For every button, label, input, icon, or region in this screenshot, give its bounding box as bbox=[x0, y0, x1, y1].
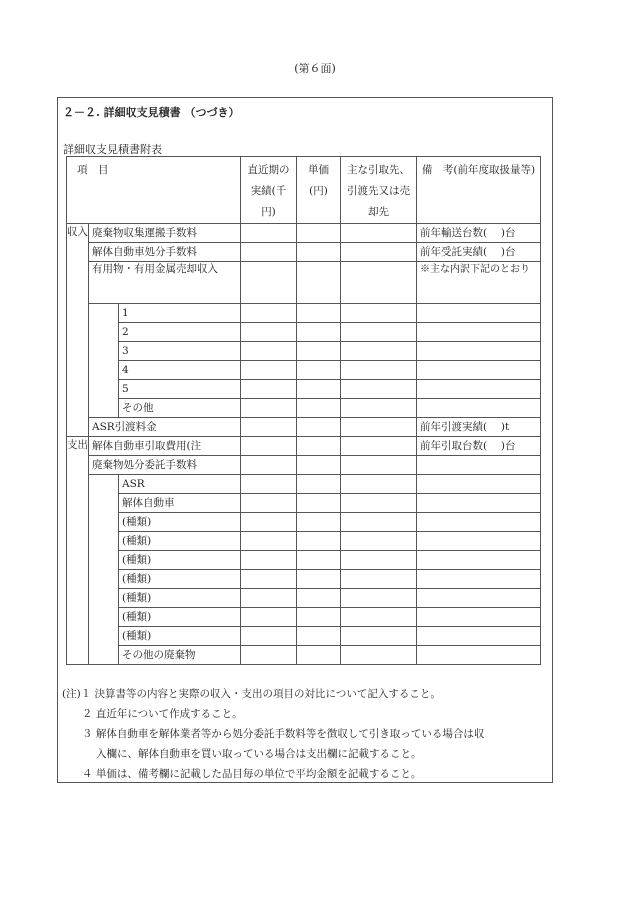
note-1: (注)１ 決算書等の内容と実際の収入・支出の項目の対比について記入すること。 bbox=[62, 688, 441, 700]
cell bbox=[341, 418, 417, 437]
cell bbox=[297, 399, 341, 418]
cell bbox=[241, 513, 297, 532]
document-frame bbox=[57, 97, 553, 783]
cell bbox=[297, 224, 341, 243]
cell bbox=[241, 323, 297, 342]
cell bbox=[297, 304, 341, 323]
table-row bbox=[67, 646, 541, 665]
sub-item: 4 bbox=[119, 361, 241, 380]
sub-item: 2 bbox=[119, 323, 241, 342]
note-4: ４ 単価は、備考欄に記載した品目毎の単位で平均金額を記載すること。 bbox=[82, 768, 422, 780]
header-remarks: 備 考(前年度取扱量等) bbox=[417, 157, 541, 224]
cell bbox=[341, 304, 417, 323]
sub-item: (種類) bbox=[119, 627, 241, 646]
row-remark: 前年引取台数( )台 bbox=[417, 437, 541, 456]
cell bbox=[341, 551, 417, 570]
cell bbox=[341, 323, 417, 342]
row-item: 解体自動車引取費用(注 bbox=[89, 437, 241, 456]
cell bbox=[241, 418, 297, 437]
cell bbox=[417, 627, 541, 646]
sub-item: ASR bbox=[119, 475, 241, 494]
cell bbox=[341, 475, 417, 494]
indent-cell bbox=[89, 475, 119, 665]
table-row bbox=[67, 323, 541, 342]
sub-item: その他 bbox=[119, 399, 241, 418]
cell bbox=[341, 532, 417, 551]
cell bbox=[417, 570, 541, 589]
cell bbox=[241, 608, 297, 627]
cell bbox=[241, 532, 297, 551]
sub-item: (種類) bbox=[119, 570, 241, 589]
cell bbox=[241, 475, 297, 494]
header-partner: 主な引取先、引渡先又は売却先 bbox=[341, 157, 417, 224]
table-row bbox=[67, 437, 541, 456]
row-item: 廃棄物処分委託手数料 bbox=[89, 456, 241, 475]
row-remark: 前年引渡実績( )t bbox=[417, 418, 541, 437]
cell bbox=[417, 646, 541, 665]
sub-item: 3 bbox=[119, 342, 241, 361]
cell bbox=[341, 456, 417, 475]
page-label: (第６面) bbox=[294, 62, 336, 75]
cell bbox=[341, 361, 417, 380]
row-item: 廃棄物収集運搬手数料 bbox=[89, 224, 241, 243]
cell bbox=[241, 437, 297, 456]
cell bbox=[341, 589, 417, 608]
cell bbox=[341, 243, 417, 262]
row-remark: 前年受託実績( )台 bbox=[417, 243, 541, 262]
note-3: ３ 解体自動車を解体業者等から処分委託手数料等を徴収して引き取っている場合は収 bbox=[82, 728, 485, 740]
cell bbox=[241, 456, 297, 475]
table-row bbox=[67, 304, 541, 323]
cell bbox=[241, 551, 297, 570]
cell bbox=[341, 513, 417, 532]
table-row bbox=[67, 475, 541, 494]
cell bbox=[241, 494, 297, 513]
cell bbox=[297, 262, 341, 304]
cell bbox=[417, 399, 541, 418]
table-row bbox=[67, 361, 541, 380]
cell bbox=[297, 627, 341, 646]
sub-item: (種類) bbox=[119, 532, 241, 551]
sub-item: その他の廃棄物 bbox=[119, 646, 241, 665]
cell bbox=[417, 513, 541, 532]
cell bbox=[241, 361, 297, 380]
note-2: ２ 直近年について作成すること。 bbox=[82, 708, 243, 720]
cell bbox=[297, 342, 341, 361]
sub-item: 1 bbox=[119, 304, 241, 323]
cell bbox=[241, 627, 297, 646]
cell bbox=[341, 494, 417, 513]
cell bbox=[417, 551, 541, 570]
cell bbox=[241, 399, 297, 418]
table-row bbox=[67, 608, 541, 627]
sub-item: (種類) bbox=[119, 608, 241, 627]
table-row bbox=[67, 418, 541, 437]
cell bbox=[241, 304, 297, 323]
cell bbox=[297, 608, 341, 627]
cell bbox=[417, 475, 541, 494]
sub-item: (種類) bbox=[119, 589, 241, 608]
table-row bbox=[67, 224, 541, 243]
income-expense-table bbox=[66, 156, 541, 665]
cell bbox=[241, 262, 297, 304]
cell bbox=[417, 589, 541, 608]
table-row bbox=[67, 380, 541, 399]
row-item: 有用物・有用金属売却収入 bbox=[89, 262, 241, 304]
cell bbox=[341, 380, 417, 399]
table-row bbox=[67, 262, 541, 304]
sub-item: 5 bbox=[119, 380, 241, 399]
cell bbox=[297, 494, 341, 513]
cell bbox=[417, 456, 541, 475]
table-caption: 詳細収支見積書附表 bbox=[63, 143, 162, 156]
cell bbox=[341, 437, 417, 456]
cell bbox=[341, 224, 417, 243]
row-item: 解体自動車処分手数料 bbox=[89, 243, 241, 262]
header-item: 項 目 bbox=[67, 157, 241, 224]
table-row bbox=[67, 494, 541, 513]
table-row bbox=[67, 243, 541, 262]
cell bbox=[241, 646, 297, 665]
cell bbox=[241, 342, 297, 361]
cell bbox=[297, 513, 341, 532]
table-row bbox=[67, 342, 541, 361]
cell bbox=[417, 323, 541, 342]
cell bbox=[417, 342, 541, 361]
sub-item: 解体自動車 bbox=[119, 494, 241, 513]
table-header-row bbox=[67, 157, 541, 224]
cell bbox=[417, 494, 541, 513]
table-row bbox=[67, 627, 541, 646]
cell bbox=[241, 589, 297, 608]
cell bbox=[241, 380, 297, 399]
cell bbox=[241, 224, 297, 243]
expense-group-label: 支出 bbox=[67, 437, 89, 665]
cell bbox=[241, 570, 297, 589]
cell bbox=[297, 361, 341, 380]
cell bbox=[417, 532, 541, 551]
cell bbox=[417, 361, 541, 380]
cell bbox=[341, 570, 417, 589]
table-row bbox=[67, 399, 541, 418]
sub-item: (種類) bbox=[119, 551, 241, 570]
cell bbox=[297, 418, 341, 437]
cell bbox=[297, 532, 341, 551]
note-3-continued: 入欄に、解体自動車を買い取っている場合は支出欄に記載すること。 bbox=[96, 748, 422, 760]
table-row bbox=[67, 532, 541, 551]
cell bbox=[297, 456, 341, 475]
cell bbox=[341, 646, 417, 665]
sub-item: (種類) bbox=[119, 513, 241, 532]
cell bbox=[241, 243, 297, 262]
cell bbox=[417, 380, 541, 399]
table-row bbox=[67, 589, 541, 608]
cell bbox=[297, 589, 341, 608]
table-row bbox=[67, 456, 541, 475]
indent-cell bbox=[89, 304, 119, 418]
cell bbox=[341, 262, 417, 304]
cell bbox=[417, 304, 541, 323]
cell bbox=[297, 437, 341, 456]
row-remark: ※主な内訳下記のとおり bbox=[417, 262, 541, 304]
row-item: ASR引渡料金 bbox=[89, 418, 241, 437]
cell bbox=[297, 646, 341, 665]
header-result: 直近期の実績(千円) bbox=[241, 157, 297, 224]
cell bbox=[297, 551, 341, 570]
cell bbox=[297, 323, 341, 342]
table-row bbox=[67, 513, 541, 532]
header-unit-price: 単価(円) bbox=[297, 157, 341, 224]
table-row bbox=[67, 551, 541, 570]
cell bbox=[297, 570, 341, 589]
cell bbox=[297, 475, 341, 494]
table-row bbox=[67, 570, 541, 589]
section-title: ２－２. 詳細収支見積書 （つづき） bbox=[63, 106, 240, 119]
cell bbox=[417, 608, 541, 627]
cell bbox=[341, 342, 417, 361]
cell bbox=[297, 243, 341, 262]
cell bbox=[341, 399, 417, 418]
cell bbox=[297, 380, 341, 399]
row-remark: 前年輸送台数( )台 bbox=[417, 224, 541, 243]
income-group-label: 収入 bbox=[67, 224, 89, 437]
cell bbox=[341, 608, 417, 627]
cell bbox=[341, 627, 417, 646]
notes bbox=[62, 684, 550, 784]
